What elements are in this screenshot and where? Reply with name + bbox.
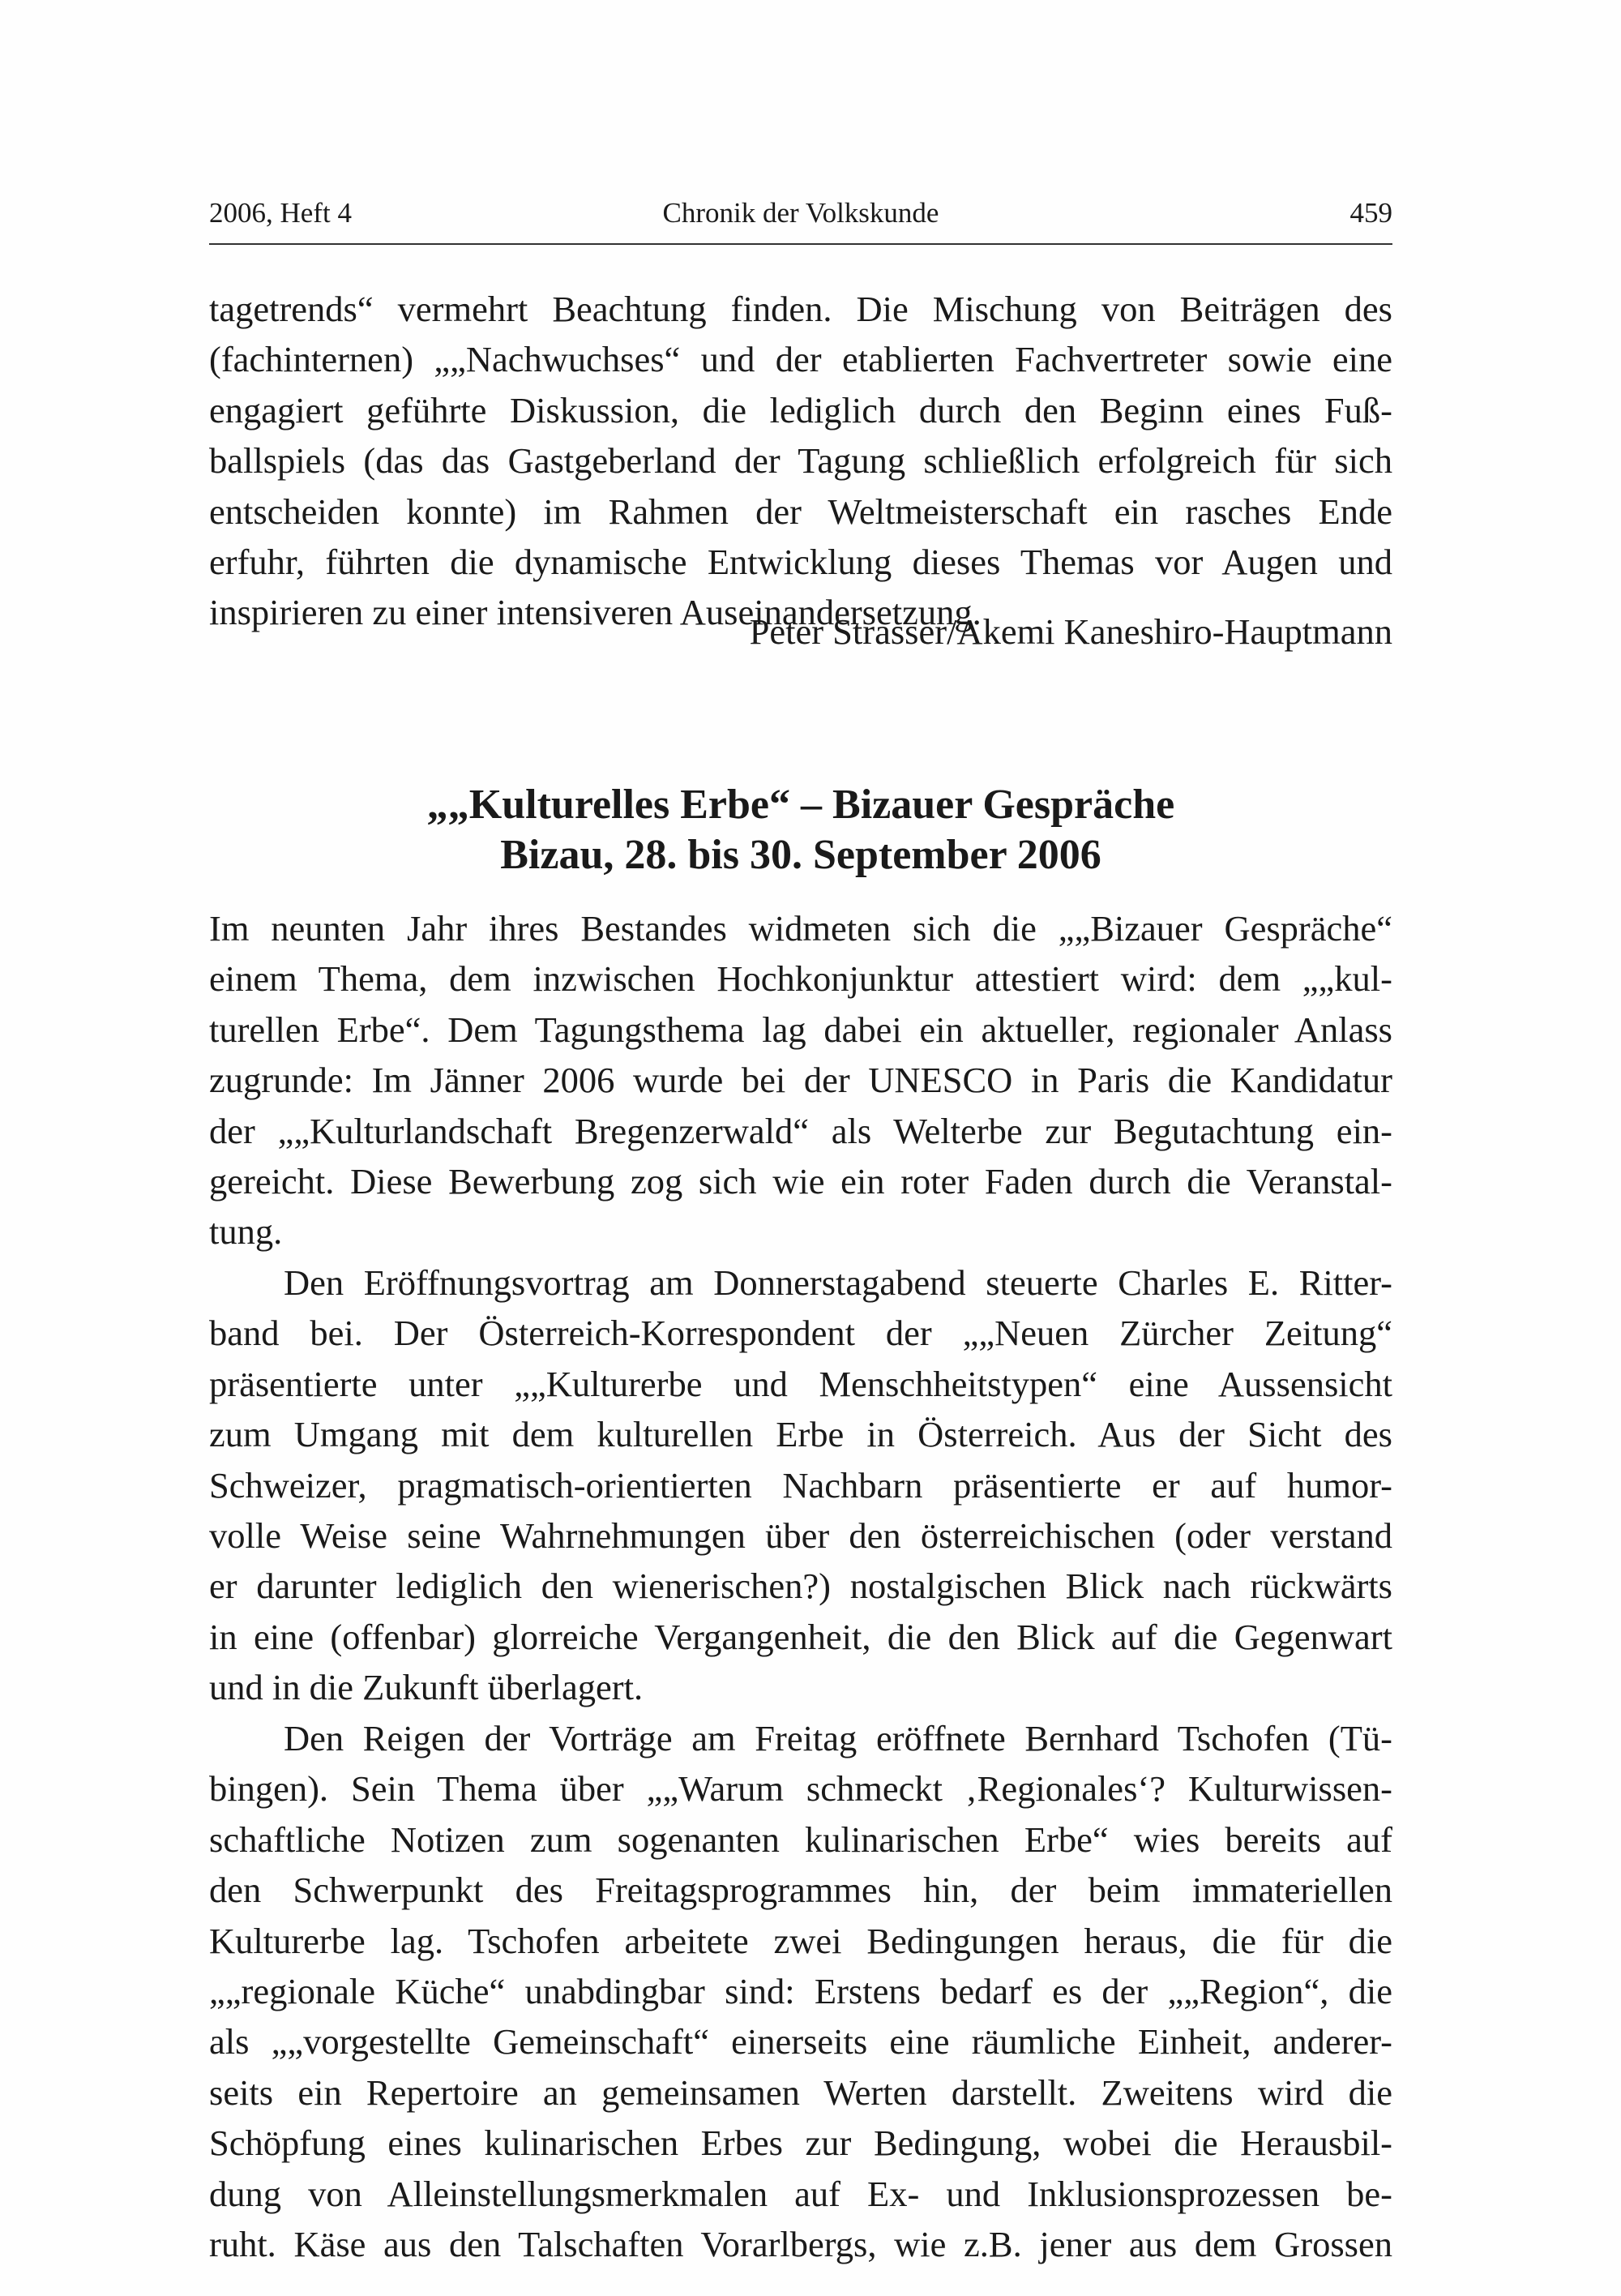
header-divider: [209, 243, 1392, 245]
article-title: „„Kulturelles Erbe“ – Bizauer Gespräche: [426, 782, 1175, 828]
text-line: turellen Erbe“. Dem Tagungsthema lag dabei ein aktueller, regionaler Anlass: [209, 1009, 1392, 1050]
journal-title: Chronik der Volkskunde: [662, 197, 939, 229]
article-subtitle: Bizau, 28. bis 30. September 2006: [500, 832, 1101, 878]
text-line: inspirieren zu einer intensiveren Auseinandersetzung.: [209, 592, 982, 633]
text-line: „„regionale Küche“ unabdingbar sind: Erstens bedarf es der „„Region“, die: [209, 1970, 1392, 2011]
article-heading: [209, 780, 1392, 880]
text-line: Kulturerbe lag. Tschofen arbeitete zwei Bedingungen heraus, die für die: [209, 1920, 1392, 1961]
text-line: als „„vorgestellte Gemeinschaft“ einerseits eine räumliche Einheit, anderer-: [209, 2021, 1392, 2063]
text-line: der „„Kulturlandschaft Bregenzerwald“ als Welterbe zur Begutachtung ein-: [209, 1110, 1392, 1151]
text-line: band bei. Der Österreich-Korrespondent der „„Neuen Zürcher Zeitung“: [209, 1313, 1392, 1354]
previous-article-text: [209, 284, 1392, 638]
text-line: (fachinternen) „„Nachwuchses“ und der etablierten Fachvertreter sowie eine: [209, 339, 1392, 380]
text-line: den Schwerpunkt des Freitagsprogrammes hin, der beim immateriellen: [209, 1870, 1392, 1911]
text-line: seits ein Repertoire an gemeinsamen Werten darstellt. Zweitens wird die: [209, 2071, 1392, 2113]
text-line: entscheiden konnte) im Rahmen der Weltmeisterschaft ein rasches Ende: [209, 490, 1392, 532]
page-number: 459: [1349, 197, 1392, 229]
text-line: dung von Alleinstellungsmerkmalen auf Ex- und Inklusionsprozessen be-: [209, 2173, 1392, 2214]
text-line: zum Umgang mit dem kulturellen Erbe in Österreich. Aus der Sicht des: [209, 1414, 1392, 1455]
text-line: präsentierte unter „„Kulturerbe und Menschheitstypen“ eine Aussensicht: [209, 1363, 1392, 1404]
text-line: gereicht. Diese Bewerbung zog sich wie ein roter Faden durch die Veranstal-: [209, 1160, 1392, 1202]
text-line: einem Thema, dem inzwischen Hochkonjunktur attestiert wird: dem „„kul-: [209, 958, 1392, 1000]
text-line: Den Eröffnungsvortrag am Donnerstagabend steuerte Charles E. Ritter-: [284, 1262, 1392, 1303]
text-line: ruht. Käse aus den Talschaften Vorarlbergs, wie z.B. jener aus dem Grossen: [209, 2223, 1392, 2264]
text-line: volle Weise seine Wahrnehmungen über den österreichischen (oder verstand: [209, 1514, 1392, 1556]
issue-label: 2006, Heft 4: [209, 197, 352, 229]
text-line: er darunter lediglich den wienerischen?) nostalgischen Blick nach rückwärts: [209, 1566, 1392, 1607]
text-line: in eine (offenbar) glorreiche Vergangenheit, die den Blick auf die Gegenwart: [209, 1616, 1392, 1657]
paragraph-3: [209, 1713, 1392, 2269]
text-line: zugrunde: Im Jänner 2006 wurde bei der UNESCO in Paris die Kandidatur: [209, 1060, 1392, 1101]
text-line: bingen). Sein Thema über „„Warum schmeckt ‚Regionales‘? Kulturwissen-: [209, 1768, 1392, 1810]
running-header: [209, 193, 1392, 233]
paragraph-1: [209, 903, 1392, 1257]
text-line: schaftliche Notizen zum sogenanten kulinarischen Erbe“ wies bereits auf: [209, 1818, 1392, 1860]
text-line: tung.: [209, 1211, 283, 1253]
text-line: tagetrends“ vermehrt Beachtung finden. Die Mischung von Beiträgen des: [209, 289, 1392, 329]
text-line: Schweizer, pragmatisch-orientierten Nachbarn präsentierte er auf humor-: [209, 1464, 1392, 1506]
text-line: Schöpfung eines kulinarischen Erbes zur Bedingung, wobei die Herausbil-: [209, 2123, 1392, 2164]
text-line: und in die Zukunft überlagert.: [209, 1667, 644, 1708]
text-line: Den Reigen der Vorträge am Freitag eröffnete Bernhard Tschofen (Tü-: [284, 1718, 1392, 1758]
paragraph-2: [209, 1257, 1392, 1713]
text-line: engagiert geführte Diskussion, die lediglich durch den Beginn eines Fuß-: [209, 389, 1392, 430]
text-line: Im neunten Jahr ihres Bestandes widmeten sich die „„Bizauer Gespräche“: [209, 908, 1392, 949]
text-line: ballspiels (das das Gastgeberland der Tagung schließlich erfolgreich für sich: [209, 440, 1392, 482]
author-signature: Peter Strasser/Akemi Kaneshiro-Hauptmann: [749, 611, 1392, 652]
text-line: erfuhr, führten die dynamische Entwicklung dieses Themas vor Augen und: [209, 541, 1392, 582]
